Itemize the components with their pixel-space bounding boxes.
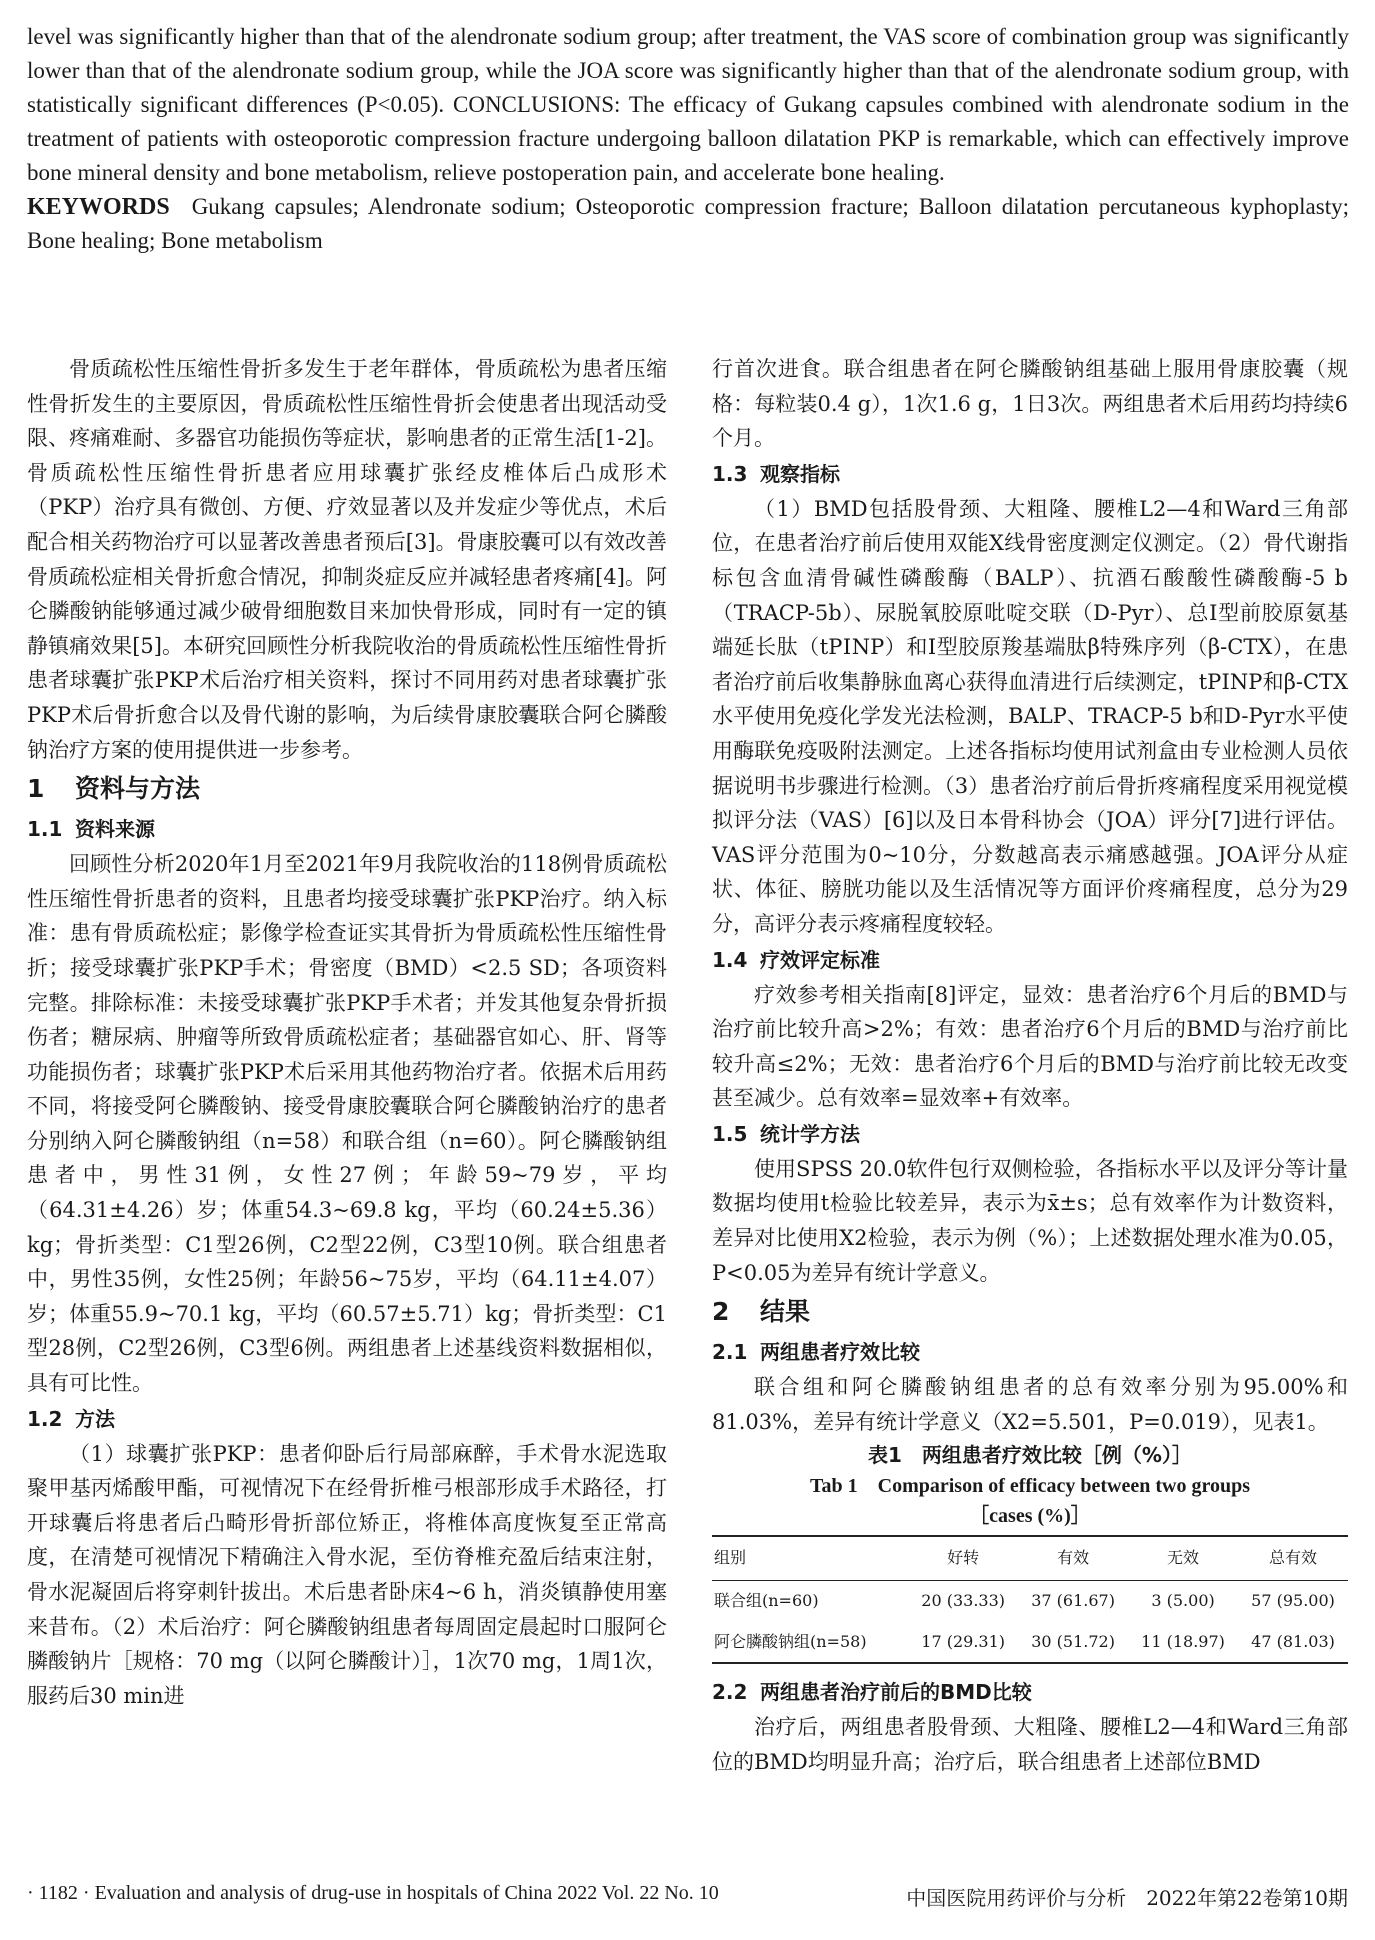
- subsection-title: 两组患者疗效比较: [760, 1340, 920, 1365]
- subsection-number: 1.1: [27, 817, 63, 842]
- table-cell: 47 (81.03): [1238, 1622, 1348, 1664]
- keywords-text: Gukang capsules; Alendronate sodium; Osteoporotic compression fracture; Balloon dilatation percutaneous kyphoplasty; Bone healing; Bone metabolism: [27, 194, 1349, 253]
- section-number: 2: [712, 1297, 730, 1327]
- table-cell: 联合组(n=60): [714, 1591, 819, 1611]
- indicators-paragraph: （1）BMD包括股骨颈、大粗隆、腰椎L2—4和Ward三角部位，在患者治疗前后使用双能X线骨密度测定仪测定。（2）骨代谢指标包含血清骨碱性磷酸酶（BALP）、抗酒石酸酸性磷酸酶-5 b（TRACP-5b）、尿脱氧胶原吡啶交联（D-Pyr）、总Ⅰ型前胶原氨基端延长肽（tPⅠNP）和Ⅰ型胶原羧基端肽β特殊序列（β-CTX），在患者治疗前后收集静脉血离心获得血清进行后续测定，tPⅠNP和β-CTX水平使用免疫化学发光法检测，BALP、TRACP-5 b和D-Pyr水平使用酶联免疫吸附法测定。上述各指标均使用试剂盒由专业检测人员依据说明书步骤进行检测。（3）患者治疗前后骨折疼痛程度采用视觉模拟评分法（VAS）[6]以及日本骨科协会（JOA）评分[7]进行评估。VAS评分范围为0~10分，分数越高表示痛感越强。JOA评分从症状、体征、膀胱功能以及生活情况等方面评价疼痛程度，总分为29分，高评分表示疼痛程度较轻。: [712, 496, 1348, 936]
- table-cell: 57 (95.00): [1251, 1591, 1335, 1611]
- table-header: 有效: [1018, 1536, 1128, 1580]
- right-column: [712, 352, 1348, 1779]
- subsection-number: 2.1: [712, 1340, 748, 1365]
- subsection-number: 2.2: [712, 1680, 748, 1705]
- table-cell: 11 (18.97): [1128, 1622, 1238, 1664]
- efficacy-result-paragraph: 联合组和阿仑膦酸钠组患者的总有效率分别为95.00%和81.03%，差异有统计学意义（X2=5.501，P=0.019），见表1。: [712, 1375, 1348, 1434]
- subsection-title: 观察指标: [760, 461, 840, 486]
- abstract-text: level was significantly higher than that of the alendronate sodium group; after treatment, the VAS score of combination group was significantly lower than that of the alendronate sodium group, while the JOA score was significantly higher than that of the alendronate sodium group, with statistically significant differences (P<0.05). CONCLUSIONS: The efficacy of Gukang capsules combined with alendronate sodium in the treatment of patients with osteoporotic compression fracture undergoing balloon dilatation PKP is remarkable, which can effectively improve bone mineral density and bone metabolism, relieve postoperation pain, and accelerate bone healing.: [27, 24, 1349, 185]
- subsection-title: 资料来源: [75, 817, 155, 842]
- table-title-en: Tab 1 Comparison of efficacy between two groups: [810, 1475, 1250, 1498]
- table-header: 无效: [1128, 1536, 1238, 1580]
- subsection-title: 两组患者治疗前后的BMD比较: [760, 1680, 1032, 1705]
- data-source-paragraph: 回顾性分析2020年1月至2021年9月我院收治的118例骨质疏松性压缩性骨折患者的资料，且患者均接受球囊扩张PKP治疗。纳入标准：患有骨质疏松症；影像学检查证实其骨折为骨质疏松性压缩性骨折；接受球囊扩张PKP手术；骨密度（BMD）<2.5 SD；各项资料完整。排除标准：未接受球囊扩张PKP手术者；并发其他复杂骨折损伤者；糖尿病、肿瘤等所致骨质疏松症者；基础器官如心、肝、肾等功能损伤者；球囊扩张PKP术后采用其他药物治疗者。依据术后用药不同，将接受阿仑膦酸钠、接受骨康胶囊联合阿仑膦酸钠治疗的患者分别纳入阿仑膦酸钠组（n=58）和联合组（n=60）。阿仑膦酸钠组患者中，男性31例，女性27例；年龄59~79岁，平均（64.31±4.26）岁；体重54.3~69.8 kg，平均（60.24±5.36）kg；骨折类型：C1型26例，C2型22例，C3型10例。联合组患者中，男性35例，女性25例；年龄56~75岁，平均（64.11±4.07）岁；体重55.9~70.1 kg，平均（60.57±5.71）kg；骨折类型：C1型28例，C2型26例，C3型6例。两组患者上述基线资料数据相似，具有可比性。: [27, 852, 667, 1396]
- section-title: 资料与方法: [75, 774, 201, 804]
- table-cell: 17 (29.31): [908, 1622, 1018, 1664]
- english-abstract: [27, 20, 1349, 258]
- section-number: 1: [27, 774, 45, 804]
- footer-journal-en: · 1182 · Evaluation and analysis of drug-use in hospitals of China 2022 Vol. 22 No. 10: [27, 1882, 719, 1904]
- subsection-heading-1-5: [712, 1116, 1348, 1152]
- bmd-result-paragraph: 治疗后，两组患者股骨颈、大粗隆、腰椎L2—4和Ward三角部位的BMD均明显升高；治疗后，联合组患者上述部位BMD: [712, 1715, 1348, 1774]
- section-heading-1: [27, 769, 667, 809]
- subsection-number: 1.2: [27, 1406, 63, 1431]
- subsection-title: 疗效评定标准: [760, 947, 880, 972]
- subsection-heading-1-3: [712, 456, 1348, 492]
- statistics-paragraph: 使用SPSS 20.0软件包行双侧检验，各指标水平以及评分等计量数据均使用t检验比较差异，表示为x̄±s；总有效率作为计数资料，差异对比使用X2检验，表示为例（%）；上述数据处理水准为0.05，P<0.05为差异有统计学意义。: [712, 1156, 1348, 1285]
- subsection-heading-2-2: [712, 1674, 1348, 1710]
- table-row: [712, 1622, 1348, 1664]
- table-cell: 20 (33.33): [921, 1591, 1006, 1611]
- subsection-heading-1-2: [27, 1401, 667, 1437]
- table-cell: 阿仑膦酸钠组(n=58): [712, 1622, 908, 1664]
- table-title-en-unit: ［cases (%)］: [969, 1505, 1091, 1528]
- intro-paragraph: 骨质疏松性压缩性骨折多发生于老年群体，骨质疏松为患者压缩性骨折发生的主要原因，骨质疏松性压缩性骨折会使患者出现活动受限、疼痛难耐、多器官功能损伤等症状，影响患者的正常生活[1-2]。骨质疏松性压缩性骨折患者应用球囊扩张经皮椎体后凸成形术（PKP）治疗具有微创、方便、疗效显著以及并发症少等优点，术后配合相关药物治疗可以显著改善患者预后[3]。骨康胶囊可以有效改善骨质疏松症相关骨折愈合情况，抑制炎症反应并减轻患者疼痛[4]。阿仑膦酸钠能够通过减少破骨细胞数目来加快骨形成，同时有一定的镇静镇痛效果[5]。本研究回顾性分析我院收治的骨质疏松性压缩性骨折患者球囊扩张PKP术后治疗相关资料，探讨不同用药对患者球囊扩张PKP术后骨折愈合以及骨代谢的影响，为后续骨康胶囊联合阿仑膦酸钠治疗方案的使用提供进一步参考。: [27, 357, 667, 762]
- table-header: 好转: [908, 1536, 1018, 1580]
- keywords-line: [27, 190, 1349, 258]
- subsection-number: 1.3: [712, 461, 748, 486]
- section-title: 结果: [760, 1297, 811, 1327]
- subsection-number: 1.5: [712, 1121, 748, 1146]
- footer-journal-cn: 中国医院用药评价与分析 2022年第22卷第10期: [906, 1886, 1348, 1910]
- table-title-cn: 表1 两组患者疗效比较［例（%）］: [868, 1443, 1192, 1468]
- efficacy-table: [712, 1535, 1348, 1664]
- subsection-heading-2-1: [712, 1334, 1348, 1370]
- table-row: [712, 1581, 1348, 1622]
- left-column: [27, 352, 667, 1713]
- table-cell: 3 (5.00): [1151, 1591, 1215, 1611]
- subsection-title: 统计学方法: [760, 1121, 860, 1146]
- table-cell: 37 (61.67): [1031, 1591, 1115, 1611]
- subsection-heading-1-4: [712, 942, 1348, 978]
- subsection-heading-1-1: [27, 811, 667, 847]
- subsection-number: 1.4: [712, 947, 748, 972]
- table-header: 总有效: [1238, 1536, 1348, 1580]
- table-header: 组别: [712, 1536, 908, 1580]
- methods-paragraph: （1）球囊扩张PKP：患者仰卧后行局部麻醉，手术骨水泥选取聚甲基丙烯酸甲酯，可视情况下在经骨折椎弓根部形成手术路径，打开球囊后将患者后凸畸形骨折部位矫正，将椎体高度恢复至正常高度，在清楚可视情况下精确注入骨水泥，至仿脊椎充盈后结束注射，骨水泥凝固后将穿刺针拔出。术后患者卧床4~6 h，消炎镇静使用塞来昔布。（2）术后治疗：阿仑膦酸钠组患者每周固定晨起时口服阿仑膦酸钠片［规格：70 mg（以阿仑膦酸计）］，1次70 mg，1周1次，服药后30 min进: [27, 1441, 667, 1708]
- efficacy-criteria-paragraph: 疗效参考相关指南[8]评定，显效：患者治疗6个月后的BMD与治疗前比较升高>2%；有效：患者治疗6个月后的BMD与治疗前比较升高≤2%；无效：患者治疗6个月后的BMD与治疗前比较无改变甚至减少。总有效率=显效率+有效率。: [712, 982, 1348, 1111]
- section-heading-2: [712, 1292, 1348, 1332]
- table-header-row: [712, 1536, 1348, 1580]
- subsection-title: 方法: [75, 1406, 115, 1431]
- keywords-label: KEYWORDS: [27, 194, 170, 220]
- table-cell: 30 (51.72): [1018, 1622, 1128, 1664]
- table-1: [712, 1439, 1348, 1664]
- continued-paragraph: 行首次进食。联合组患者在阿仑膦酸钠组基础上服用骨康胶囊（规格：每粒装0.4 g），1次1.6 g，1日3次。两组患者术后用药均持续6个月。: [712, 357, 1348, 451]
